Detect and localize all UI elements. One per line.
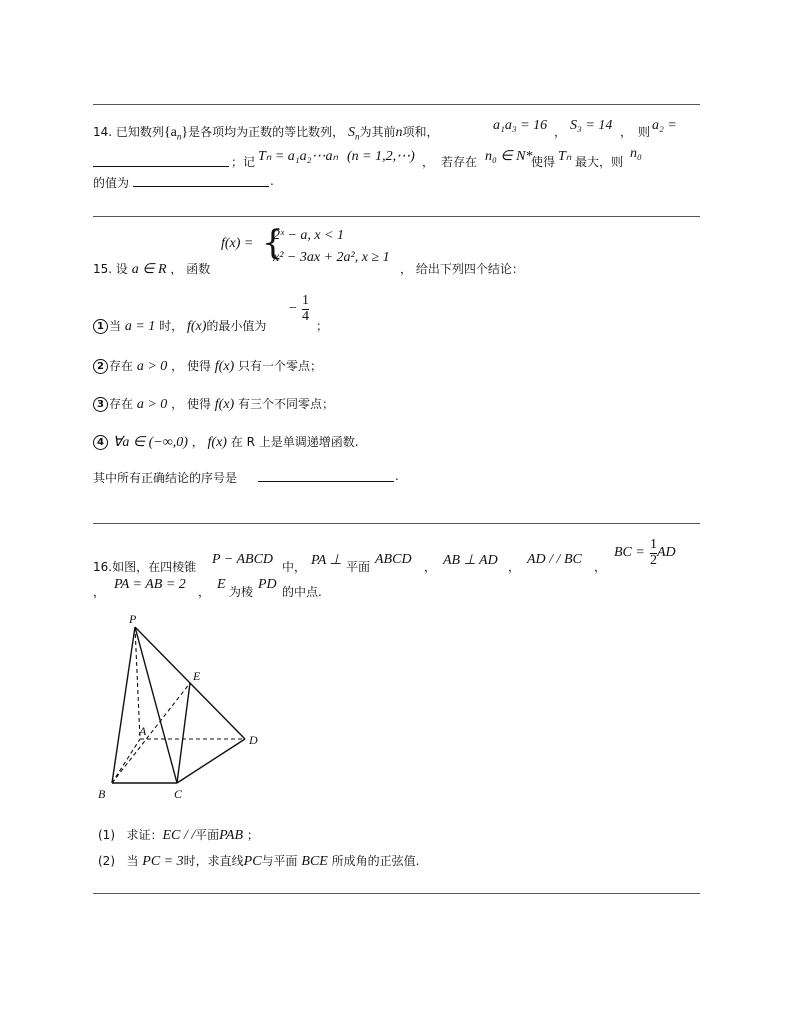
q15-item-math: ∀a ∈ (−∞,0) (112, 435, 188, 450)
q16-text: 如图，在四棱锥 (112, 560, 197, 574)
q14-then: 则 (638, 125, 651, 139)
q15-ask: 其中所有正确结论的序号是 (93, 471, 238, 485)
q16-pyramid: P − ABCD (212, 552, 274, 567)
divider-q14 (93, 216, 700, 217)
q16-point-e: E (217, 577, 226, 592)
q15-frac-num: 1 (302, 293, 309, 308)
divider-q15 (93, 523, 700, 524)
q16-frac-num: 1 (649, 537, 657, 552)
q16-sub1-math: EC / / (162, 828, 196, 843)
q16-sub2-math: PC = 3 (142, 854, 184, 869)
q16-text: 为棱 (229, 585, 254, 599)
q15-item-text: 存在 (109, 397, 134, 411)
q16-text: ， (198, 585, 211, 599)
label-a: A (139, 724, 147, 738)
q15-item-fx: f(x) (207, 435, 227, 450)
pyramid-figure (90, 605, 270, 810)
q16-line1 (93, 558, 196, 575)
q15-item-text: ， (191, 435, 204, 449)
q16-sub2-text: 时，求直线 (183, 854, 244, 868)
q14-n0: n₀ ∈ N* (485, 149, 533, 164)
q14-sep: ， (554, 125, 567, 139)
q15-frac (302, 294, 309, 324)
q16-cond4-rhs: AD (656, 545, 676, 561)
q15-item-3 (93, 395, 334, 413)
label-b: B (98, 787, 106, 801)
q15-text: 设 (115, 262, 128, 276)
q16-cond1-plane: ABCD (375, 552, 412, 567)
q16-cond4 (614, 538, 676, 568)
q14-tn-range: (n = 1,2,⋯) (347, 149, 415, 164)
q15-item-fx: f(x) (214, 359, 235, 374)
q15-item-2 (93, 357, 322, 375)
q14-number: 14. (93, 125, 113, 139)
q14-text: 若存在 (441, 155, 478, 169)
q16-number: 16. (93, 560, 113, 574)
q16-sep: ， (424, 560, 437, 574)
q16-cond2: AB ⊥ AD (443, 553, 498, 568)
q15-item-text: ， 使得 (171, 359, 211, 373)
q15-item-fx: f(x) (186, 319, 207, 334)
label-e: E (193, 669, 201, 683)
q15-item-1 (93, 317, 266, 335)
q14-sep: ， (620, 125, 633, 139)
q16-cond5: PA = AB = 2 (114, 577, 186, 592)
q14-text: 的值为 (93, 176, 130, 190)
edge-ab-hidden (112, 739, 140, 783)
q15-dot: . (395, 469, 399, 483)
q15-item-4 (93, 433, 359, 451)
q15-item-text: 时， (159, 319, 184, 333)
q15-item-text: 当 (109, 319, 122, 333)
q15-fx: f(x) = (221, 236, 254, 251)
q14-n: n (395, 125, 403, 140)
q15-sep: ， (170, 262, 183, 276)
q16-sub2 (98, 852, 420, 870)
label-p: P (129, 612, 137, 626)
q16-sub1 (98, 826, 259, 844)
q15-frac-den: 4 (302, 308, 309, 324)
label-d: D (249, 733, 258, 747)
q14-dot: . (270, 174, 274, 188)
q16-sub2-text: 所成角的正弦值. (331, 854, 420, 868)
q15-text: ， 给出下列四个结论： (400, 262, 524, 276)
q16-sub2-plane: BCE (301, 854, 328, 869)
q14-n0b: n₀ (630, 146, 642, 161)
q16-cond1: PA ⊥ (311, 553, 342, 568)
q15-item-text: 在 R 上是单调递增函数. (230, 435, 359, 449)
q16-sub2-label: (2) (98, 854, 115, 868)
q16-sub1-text: 平面 (195, 828, 220, 842)
q15-frac-sign: − (289, 301, 297, 317)
divider-bottom (93, 893, 700, 894)
q15-item-marker: 4 (93, 435, 108, 450)
edge-pb (112, 627, 135, 783)
q16-sub2-text: 当 (126, 854, 139, 868)
q16-text: 的中点. (282, 585, 322, 599)
q16-sub1-plane: PAB (219, 828, 244, 843)
q14-tn: Tₙ (558, 149, 572, 164)
edge-cd (177, 739, 245, 783)
q14-answer-blank-2 (133, 186, 269, 187)
q14-ask-a2: a₂ = (652, 118, 677, 133)
q16-sep: ， (594, 560, 607, 574)
q15-a-in-r: a ∈ R (131, 262, 167, 277)
q15-case1: 2ˣ − a, x < 1 (273, 228, 345, 243)
q14-text: 最大，则 (575, 155, 624, 169)
q15-item-text: 只有一个零点； (238, 359, 323, 373)
q15-item-marker: 1 (93, 319, 108, 334)
q16-sub1-text: ； (246, 828, 259, 842)
q14-seq-end: } (181, 125, 189, 140)
q14-sn: S (347, 125, 355, 140)
q15-case2: x² − 3ax + 2a², x ≥ 1 (273, 250, 390, 265)
label-c: C (174, 787, 183, 801)
q16-sub1-label: (1) (98, 828, 115, 842)
q14-text: ， (422, 155, 435, 169)
q16-text: 平面 (346, 560, 371, 574)
q15-item-fx: f(x) (214, 397, 235, 412)
q14-text: 为其前 (359, 125, 396, 139)
q16-edge-pd: PD (258, 577, 277, 592)
q16-sub1-text: 求证： (126, 828, 163, 842)
q16-cond3: AD / / BC (527, 552, 582, 567)
q15-item-1-fraction (289, 294, 309, 324)
q14-text: 使得 (531, 155, 556, 169)
q14-tn-def: Tₙ = a₁a₂⋯aₙ (258, 149, 339, 164)
q15-item-text: ， 使得 (171, 397, 211, 411)
q14-text: 是各项均为正数的等比数列， (188, 125, 345, 139)
q15-line1 (93, 260, 210, 278)
q15-item-text: 有三个不同零点； (238, 397, 335, 411)
q14-cond2: S₃ = 14 (570, 118, 613, 133)
q15-item-text: 的最小值为 (206, 319, 267, 333)
q16-sep: ， (93, 585, 106, 599)
q14-seq-sub: n (176, 131, 182, 142)
q14-text: 已知数列 (115, 125, 164, 139)
q14-sn-sub: n (354, 131, 360, 142)
q15-item-math: a = 1 (124, 319, 156, 334)
q15-item-text: 存在 (109, 359, 134, 373)
q15-item-text: ； (316, 319, 329, 333)
divider-top (93, 104, 700, 105)
q14-text: 项和， (402, 125, 439, 139)
q14-answer-blank-1 (93, 166, 229, 167)
q14-cond1: a₁a₃ = 16 (493, 118, 548, 133)
q15-number: 15. (93, 262, 113, 276)
q15-brace: { (262, 223, 284, 263)
q15-item-marker: 2 (93, 359, 108, 374)
q16-frac (650, 538, 657, 568)
q15-text: 函数 (186, 262, 211, 276)
q16-sub2-line: PC (243, 854, 262, 869)
q14-text: ；记 (231, 155, 256, 169)
q16-cond4-lhs: BC = (614, 545, 645, 561)
q16-sub2-text: 与平面 (261, 854, 298, 868)
edge-pc (135, 627, 177, 783)
q16-sep: ， (508, 560, 521, 574)
q16-text: 中， (282, 560, 307, 574)
q16-frac-den: 2 (649, 552, 657, 568)
q15-answer-blank (258, 481, 394, 482)
q15-item-math: a > 0 (136, 359, 168, 374)
q14-line1 (93, 123, 438, 141)
q15-item-marker: 3 (93, 397, 108, 412)
q15-item-math: a > 0 (136, 397, 168, 412)
q14-seq: {a (163, 125, 177, 140)
